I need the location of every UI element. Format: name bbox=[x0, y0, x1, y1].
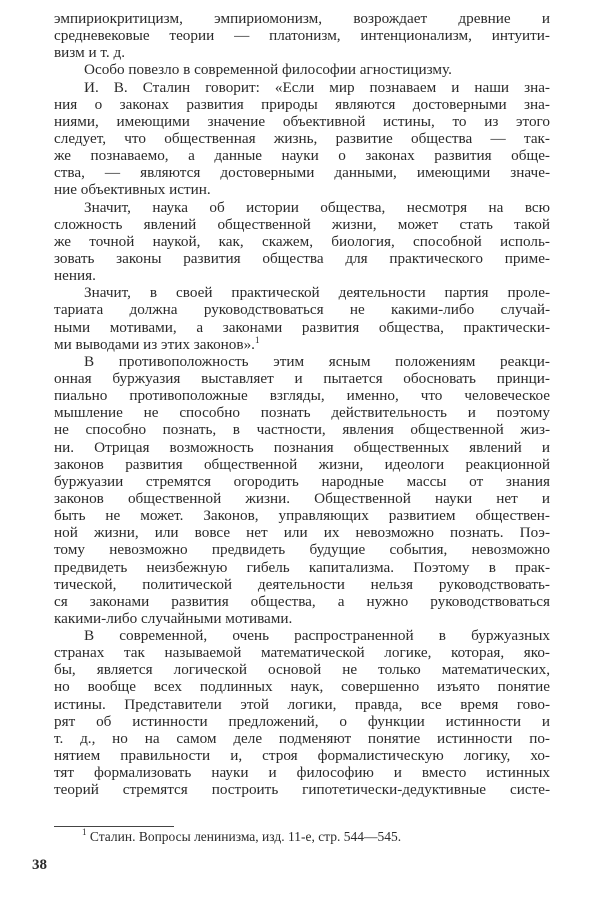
line-text: эмпириокритицизм, эмпириомонизм, возрождает древние и bbox=[54, 10, 550, 27]
text-line bbox=[54, 576, 550, 593]
line-text: Значит, в своей практической деятельности партия проле- bbox=[84, 284, 550, 302]
line-text: И. В. Сталин говорит: «Если мир познаваем и наши зна- bbox=[84, 78, 550, 96]
line-text: ние объективных истин. bbox=[54, 181, 211, 199]
line-text: истины. Представители этой логики, правда, все время гово- bbox=[54, 695, 550, 713]
line-text: ства, — являются достоверными данными, имеющими значе- bbox=[54, 164, 550, 182]
text-line bbox=[54, 559, 550, 576]
text-line bbox=[54, 199, 550, 216]
text-line bbox=[54, 473, 550, 490]
line-text: ся законами развития общества, а нужно руководствоваться bbox=[54, 592, 550, 610]
line-text: ными мотивами, а законами развития общества, практически- bbox=[54, 318, 550, 336]
line-text: Значит, наука об истории общества, несмотря на всю bbox=[84, 198, 550, 216]
text-line bbox=[54, 181, 550, 198]
text-line bbox=[54, 147, 550, 164]
text-line bbox=[54, 661, 550, 678]
text-line bbox=[54, 524, 550, 541]
line-text: ни. Отрицая возможность познания общественных явлений и bbox=[54, 438, 550, 456]
text-line bbox=[54, 627, 550, 644]
line-text: ния о законах развития природы являются достоверными зна- bbox=[54, 95, 550, 113]
text-line bbox=[54, 164, 550, 181]
line-text: законов развития общественной жизни, идеологи реакционной bbox=[54, 455, 550, 473]
text-line bbox=[54, 507, 550, 524]
line-text: тариата должна руководствоваться не какими-либо случай- bbox=[54, 301, 550, 319]
paragraph bbox=[54, 10, 550, 61]
text-line bbox=[54, 644, 550, 661]
line-text: т. д., но на самом деле подменяют понятие истинности по- bbox=[54, 729, 550, 747]
text-line bbox=[54, 593, 550, 610]
text-line bbox=[54, 730, 550, 747]
line-text: ми выводами из этих законов». bbox=[54, 335, 255, 353]
paragraph bbox=[54, 199, 550, 285]
text-line bbox=[54, 336, 550, 353]
text-line bbox=[54, 713, 550, 730]
text-line bbox=[54, 678, 550, 695]
line-text: буржуазии стремятся огородить народные массы от знания bbox=[54, 472, 550, 490]
line-text: странах так называемой математической логике, которая, яко- bbox=[54, 644, 550, 662]
text-line bbox=[54, 541, 550, 558]
footnote-mark: 1 bbox=[82, 827, 87, 837]
text-line bbox=[54, 27, 550, 44]
text-line bbox=[54, 490, 550, 507]
text-line bbox=[54, 747, 550, 764]
text-line bbox=[54, 96, 550, 113]
text-line bbox=[54, 764, 550, 781]
paragraph bbox=[54, 79, 550, 199]
text-line bbox=[54, 233, 550, 250]
text-line bbox=[54, 267, 550, 284]
text-line bbox=[54, 61, 550, 78]
text-line bbox=[54, 216, 550, 233]
text-line bbox=[54, 44, 550, 61]
text-line bbox=[54, 250, 550, 267]
text-line bbox=[54, 301, 550, 318]
line-text: пиально противоположные взгляды, именно, что человеческое bbox=[54, 387, 550, 405]
line-text: онная буржуазия выставляет и пытается обосновать принци- bbox=[54, 369, 550, 387]
body-text bbox=[54, 10, 550, 798]
text-line bbox=[54, 130, 550, 147]
line-text: но вообще всех подлинных наук, совершенно изъято понятие bbox=[54, 678, 550, 696]
text-line bbox=[54, 10, 550, 27]
line-text: быть не может. Законов, управляющих развитием обществен- bbox=[54, 507, 550, 525]
paragraph bbox=[54, 284, 550, 353]
footnote-divider bbox=[54, 826, 174, 827]
line-text: нятием правильности и, строя формалистическую логику, хо- bbox=[54, 747, 550, 765]
text-line bbox=[54, 421, 550, 438]
text-line bbox=[54, 284, 550, 301]
text-line bbox=[54, 696, 550, 713]
line-text: визм и т. д. bbox=[54, 44, 126, 62]
line-text: не способно познать, в частности, явления общественной жиз- bbox=[54, 421, 550, 439]
line-text: же точной наукой, как, скажем, биология, способной исполь- bbox=[54, 232, 550, 250]
line-text: средневековые теории — платонизм, интенционализм, интуити- bbox=[54, 27, 550, 45]
line-text: ной жизни, или вовсе нет или их невозможно познать. Поэ- bbox=[54, 524, 550, 542]
line-text: нения. bbox=[54, 267, 96, 285]
text-line bbox=[54, 387, 550, 404]
paragraph bbox=[54, 627, 550, 798]
text-line bbox=[54, 370, 550, 387]
line-text: бы, является логической основой не только математических, bbox=[54, 661, 550, 679]
paragraph bbox=[54, 353, 550, 627]
text-line bbox=[54, 781, 550, 798]
page-number: 38 bbox=[32, 857, 47, 873]
line-text: следует, что общественная жизнь, развитие общества — так- bbox=[54, 129, 550, 147]
text-line bbox=[54, 456, 550, 473]
line-text: зовать законы развития общества для практического приме- bbox=[54, 249, 550, 267]
line-text: сложность явлений общественной жизни, может стать такой bbox=[54, 215, 550, 233]
paragraph bbox=[54, 61, 550, 78]
text-line bbox=[54, 319, 550, 336]
line-text: тической, политической деятельности нельзя руководствовать- bbox=[54, 575, 550, 593]
line-text: ниями, имеющими значение объективной истины, то из этого bbox=[54, 112, 550, 130]
text-line bbox=[54, 353, 550, 370]
line-text: тому невозможно предвидеть будущие события, невозможно bbox=[54, 541, 550, 559]
text-line bbox=[54, 79, 550, 96]
text-line bbox=[54, 610, 550, 627]
line-text: тят формализовать науки и философию и вместо истинных bbox=[54, 764, 550, 782]
line-text: мышление не способно познать действительность и поэтому bbox=[54, 404, 550, 422]
text-line bbox=[54, 404, 550, 421]
text-line bbox=[54, 113, 550, 130]
line-text: же познаваемо, а данные науки о законах развития обще- bbox=[54, 147, 550, 165]
line-text: В современной, очень распространенной в буржуазных bbox=[84, 627, 550, 645]
line-text: Особо повезло в современной философии агностицизму. bbox=[84, 61, 452, 79]
footnote-text: Сталин. Вопросы ленинизма, изд. 11-е, стр. 544—545. bbox=[89, 829, 402, 844]
line-text: законов общественной жизни. Общественной науки нет и bbox=[54, 489, 550, 507]
line-text: какими-либо случайными мотивами. bbox=[54, 609, 293, 627]
text-line bbox=[54, 439, 550, 456]
line-text: рят об истинности предложений, о функции истинности и bbox=[54, 712, 550, 730]
footnote bbox=[82, 828, 401, 845]
line-text: предвидеть неизбежную гибель капитализма. Поэтому в прак- bbox=[54, 558, 550, 576]
line-text: В противоположность этим ясным положениям реакци- bbox=[84, 352, 550, 370]
footnote-reference: 1 bbox=[254, 334, 260, 345]
line-text: теорий стремятся построить гипотетически-дедуктивные систе- bbox=[54, 781, 550, 799]
